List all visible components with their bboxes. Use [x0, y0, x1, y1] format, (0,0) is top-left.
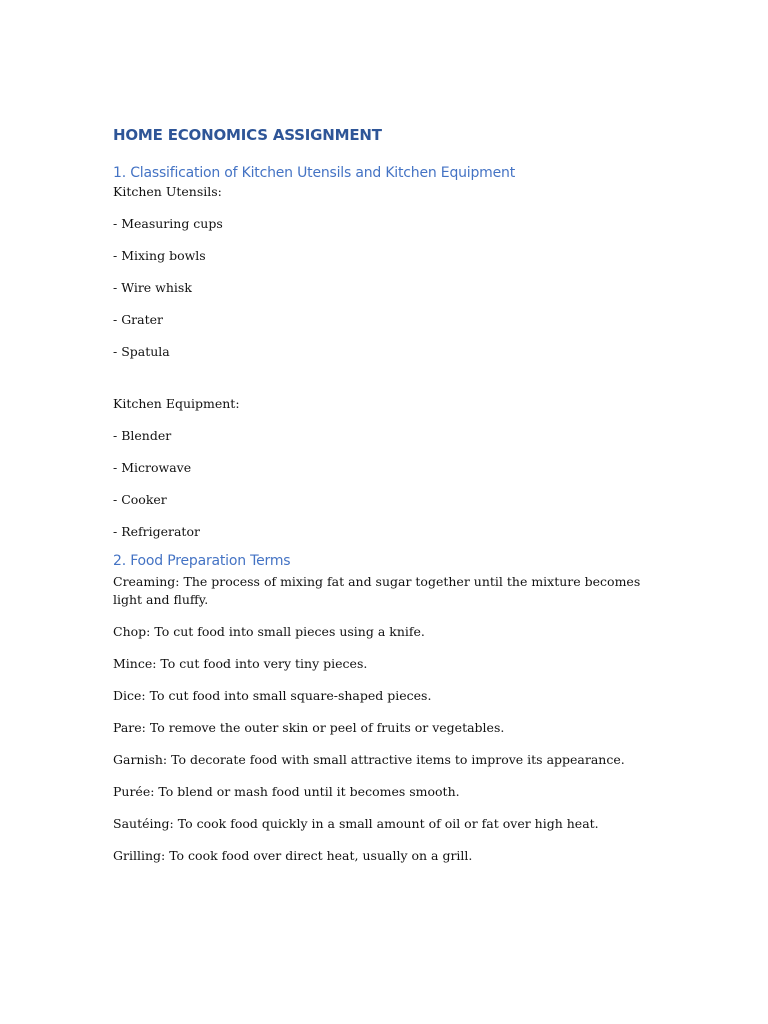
term-definition: Creaming: The process of mixing fat and sugar together until the mixture becomes light and fluffy. — [113, 574, 641, 607]
term-definition: Mince: To cut food into very tiny pieces. — [113, 656, 368, 671]
term-definition: Grilling: To cook food over direct heat, usually on a grill. — [113, 848, 473, 863]
utensil-item: - Mixing bowls — [113, 248, 206, 263]
term-definition: Chop: To cut food into small pieces using a knife. — [113, 624, 425, 639]
document-title: HOME ECONOMICS ASSIGNMENT — [113, 126, 382, 144]
equipment-item: - Microwave — [113, 460, 192, 475]
section-heading-food-preparation: 2. Food Preparation Terms — [113, 553, 291, 569]
utensil-item: - Wire whisk — [113, 280, 192, 295]
term-definition: Sautéing: To cook food quickly in a small amount of oil or fat over high heat. — [113, 816, 599, 831]
utensil-item: - Spatula — [113, 344, 170, 359]
term-definition: Dice: To cut food into small square-shaped pieces. — [113, 688, 432, 703]
term-definition: Pare: To remove the outer skin or peel of fruits or vegetables. — [113, 720, 505, 735]
document-page — [113, 124, 673, 879]
equipment-item: - Refrigerator — [113, 524, 200, 539]
term-definition: Garnish: To decorate food with small attractive items to improve its appearance. — [113, 752, 625, 767]
utensil-item: - Grater — [113, 312, 164, 327]
section-heading-classification: 1. Classification of Kitchen Utensils and Kitchen Equipment — [113, 165, 515, 181]
utensils-label: Kitchen Utensils: — [113, 184, 222, 199]
utensil-item: - Measuring cups — [113, 216, 223, 231]
equipment-item: - Cooker — [113, 492, 167, 507]
blank-line — [113, 375, 673, 395]
equipment-label: Kitchen Equipment: — [113, 396, 240, 411]
term-definition: Purée: To blend or mash food until it becomes smooth. — [113, 784, 460, 799]
equipment-item: - Blender — [113, 428, 172, 443]
